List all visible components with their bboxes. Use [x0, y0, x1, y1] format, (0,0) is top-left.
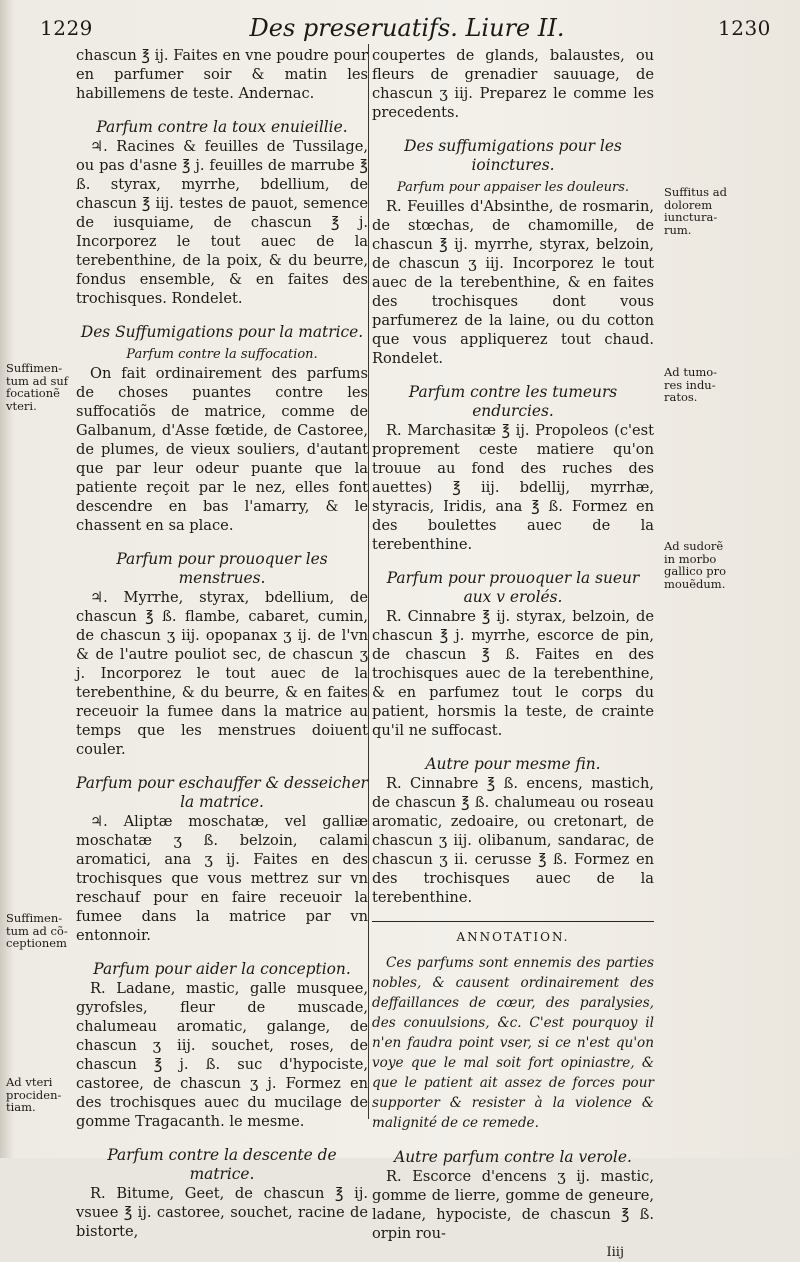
left-opening-text: chascun ℥ ij. Faites en vne poudre pour en parfumer soir & matin les habillemens de teste. Andernac. — [76, 47, 368, 102]
section-text: ♃. Aliptæ moschatæ, vel galliæ moschatæ ʒ ß. belzoin, calami aromatici, ana ʒ ij. Faites en des trochisques que vous mettrez sur vn reschauf pour en faire receuoir la fumee dans la matrice par vn entonnoir. — [76, 813, 368, 944]
annotation-title: ANNOTATION. — [456, 930, 570, 944]
margin-note: Ad tumo- res indu- ratos. — [664, 365, 718, 404]
margin-note: Suffitus ad dolorem iunctura- rum. — [664, 185, 727, 237]
annotation-text: Ces parfums sont ennemis des parties nobles, & causent ordinairement des deffaillances de cœur, des paralysies, des conuulsions, &c. C'est pourquoy il n'en faudra point vser, si ce n'est qu'on voye que le mal soit fort opiniastre, & que le patient ait assez de forces pour supporter & resister à la violence & malignité de ce remede. — [372, 955, 654, 1131]
right-opening-text: coupertes de glands, balaustes, ou fleurs de grenadier sauuage, de chascun ʒ iij. Preparez le comme les precedents. — [372, 47, 654, 121]
section-text: ♃. Myrrhe, styrax, bdellium, de chascun ℥ ß. flambe, cabaret, cumin, de chascun ʒ iij. opopanax ʒ ij. de l'vn & de l'autre pouliot sec, de chascun ʒ j. Incorporez le tout auec de la terebenthine, & du beurre, & en faites receuoir la fumee dans la matrice au temps que les menstrues doiuent couler. — [76, 589, 368, 758]
section-heading: Des suffumigations pour les ioinctures. — [404, 137, 622, 174]
right-column — [372, 46, 654, 1262]
margin-note: Ad vteri prociden- tiam. — [6, 1075, 62, 1114]
annotation-rule — [372, 921, 654, 922]
margin-note: Suffimen- tum ad cõ- ceptionem — [6, 911, 68, 950]
catchword: Iiij — [606, 1245, 624, 1260]
section-heading: Des Suffumigations pour la matrice. — [80, 323, 364, 341]
section-text: R. Escorce d'encens ʒ ij. mastic, gomme de lierre, gomme de geneure, ladane, hypociste, de chascun ℥ ß. orpin rou- — [372, 1168, 654, 1242]
section-heading: Autre parfum contre la verole. — [394, 1148, 632, 1166]
section-text: ♃. Racines & feuilles de Tussilage, ou pas d'asne ℥ j. feuilles de marrube ℥ ß. styrax, myrrhe, bdellium, de chascun ℥ iij. testes de pauot, semence de iusquiame, de chascun ℥ j. Incorporez le tout auec de la terebenthine, de la poix, & du beurre, fondus ensemble, & en faites des trochisques. Rondelet. — [76, 138, 368, 307]
right-page-number: 1230 — [718, 16, 771, 40]
section-heading: Parfum contre la descente de matrice. — [107, 1146, 337, 1183]
margin-note: Ad sudorẽ in morbo gallico pro mouẽdum. — [664, 539, 727, 591]
left-page-number: 1229 — [40, 16, 93, 40]
section-heading: Parfum pour eschauffer & desseicher la matrice. — [76, 774, 368, 811]
column-divider — [368, 44, 369, 1119]
section-text: R. Cinnabre ℥ ß. encens, mastich, de chascun ℥ ß. chalumeau ou roseau aromatic, zedoaire, ou cretonart, de chascun ʒ iij. olibanum, sandarac, de chascun ʒ ii. cerusse ℥ ß. Formez en des trochisques auec de la terebenthine. — [372, 775, 654, 906]
page-header — [0, 10, 800, 44]
section-subheading: Parfum contre la suffocation. — [126, 347, 318, 362]
section-subheading: Parfum pour appaiser les douleurs. — [396, 180, 630, 195]
section-heading: Parfum pour prouoquer les menstrues. — [116, 550, 328, 587]
section-heading: Parfum contre les tumeurs endurcies. — [408, 383, 618, 420]
section-text: R. Ladane, mastic, galle musquee, gyrofsles, fleur de muscade, chalumeau aromatic, galange, de chascun ʒ iij. souchet, roses, de chascun ℥ j. ß. suc d'hypociste, castoree, de chascun ʒ j. Formez en des trochisques auec du mucilage de gomme Tragacanth. le mesme. — [76, 980, 368, 1130]
section-heading: Parfum pour prouoquer la sueur aux v erolés. — [386, 569, 640, 606]
section-heading: Autre pour mesme fin. — [425, 755, 601, 773]
left-column — [76, 46, 368, 1241]
section-text: R. Marchasitæ ℥ ij. Propoleos (c'est proprement ceste matiere qu'on trouue au fond des ruches des auettes) ℥ iij. bdellij, myrrhæ, styracis, Iridis, ana ℥ ß. Formez en des boulettes auec de la terebenthine. — [372, 422, 654, 553]
section-text: R. Feuilles d'Absinthe, de rosmarin, de stœchas, de chamomille, de chascun ℥ ij. myrrhe, styrax, belzoin, de chascun ʒ iij. Incorporez le tout auec de la terebenthine, & en faites des trochisques dont vous parfumerez de la laine, ou du cotton que vous appliquerez tout chaud. Rondelet. — [372, 198, 654, 367]
section-text: R. Bitume, Geet, de chascun ℥ ij. vsuee ℥ ij. castoree, souchet, racine de bistorte, — [76, 1185, 368, 1240]
section-heading: Parfum pour aider la conception. — [93, 960, 351, 978]
section-text: R. Cinnabre ℥ ij. styrax, belzoin, de chascun ℥ j. myrrhe, escorce de pin, de chascun ℥ ß. Faites en des trochisques auec de la terebenthine, & en parfumez tout le corps du patient, horsmis la teste, de crainte qu'il ne suffocast. — [372, 608, 654, 739]
section-heading: Parfum contre la toux enuieillie. — [96, 118, 348, 136]
margin-note: Suffimen- tum ad suf focationẽ vteri. — [6, 361, 69, 413]
running-title: Des preseruatifs. Liure II. — [249, 14, 565, 42]
section-text: On fait ordinairement des parfums de choses puantes contre les suffocatiõs de matrice, comme de Galbanum, d'Asse fœtide, de Castoree, de plumes, de vieux souliers, d'autant que par leur odeur puante que la patiente reçoit par le nez, elles font descendre en bas l'amarry, & le chassent en sa place. — [76, 365, 368, 534]
